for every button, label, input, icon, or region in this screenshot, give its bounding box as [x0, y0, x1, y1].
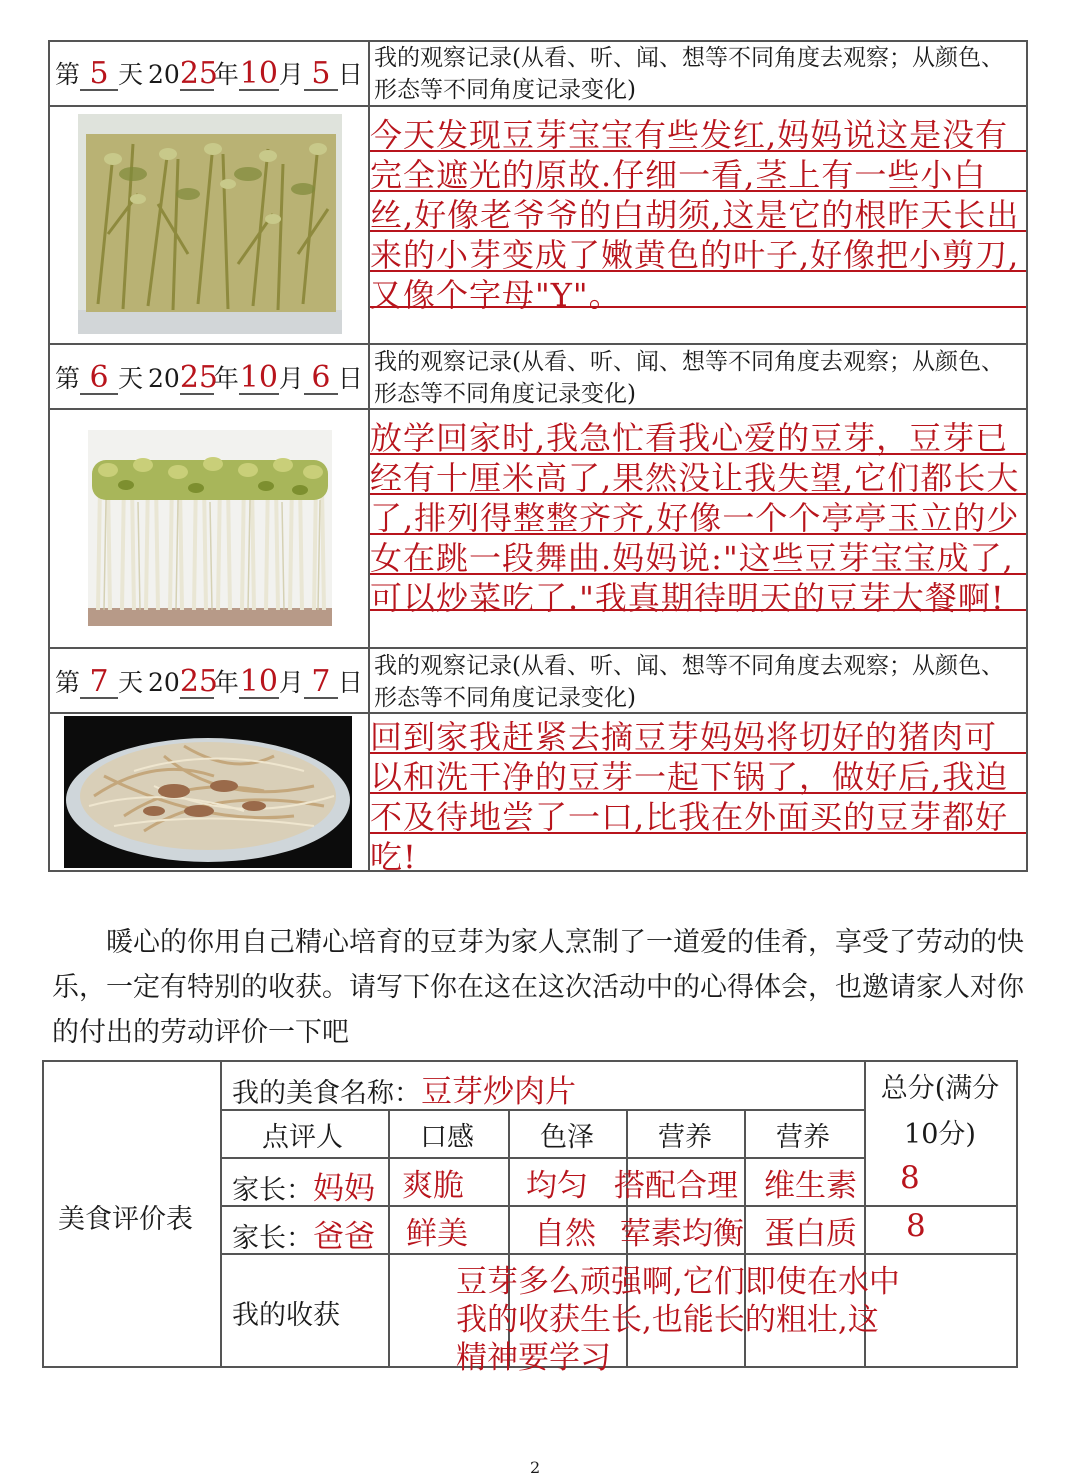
table-border: [42, 1060, 44, 1367]
photo-bean-sprouts-in-tray: [78, 114, 342, 334]
reflection-instructions: 暖心的你用自己精心培育的豆芽为家人烹制了一道爱的佳肴，享受了劳动的快乐，一定有特别的收获。请写下你在这在这次活动中的心得体会，也邀请家人对你的付出的劳动评价一下吧: [52, 927, 1024, 1048]
column-header-reviewer: 点评人: [262, 1122, 343, 1153]
observation-prompt: 我的观察记录(从看、听、闻、想等不同角度去观察；从颜色、形态等不同角度记录变化): [374, 349, 1004, 407]
table-border: [388, 1109, 390, 1367]
reviewer-cell: 家长：妈妈: [232, 1171, 375, 1207]
color-cell: 自然: [534, 1216, 596, 1252]
table-border: [48, 40, 50, 872]
ruled-line: [370, 493, 1026, 495]
observation-entry: 今天发现豆芽宝宝有些发红,妈妈说这是没有完全遮光的原故.仔细一看,茎上有一些小白丝,好像老爷爷的白胡须,这是它的根昨天长出来的小芽变成了嫩黄色的叶子,好像把小剪刀,又像个字母"Y"。: [370, 116, 1020, 314]
day-header: 第 5 天 2025年10月 5 日: [55, 56, 363, 91]
ruled-line: [370, 270, 1026, 272]
dish-name-row: 我的美食名称：豆芽炒肉片: [232, 1074, 576, 1110]
rating-table-title: 美食评价表: [58, 1204, 193, 1235]
harvest-line: 我的收获生长,也能长的粗壮,这: [456, 1302, 879, 1338]
table-border: [1026, 40, 1028, 872]
ruled-line: [370, 832, 1026, 834]
reviewer-cell: 家长：爸爸: [232, 1219, 375, 1255]
page-number: 2: [530, 1458, 541, 1477]
table-border: [48, 343, 1028, 345]
table-border: [220, 1060, 222, 1367]
day-header: 第 6 天 2025年10月 6 日: [55, 360, 363, 395]
ruled-line: [370, 533, 1026, 535]
column-header-color: 色泽: [540, 1122, 594, 1153]
harvest-label: 我的收获: [232, 1300, 340, 1331]
dish-name: 豆芽炒肉片: [421, 1074, 576, 1110]
harvest-line: 豆芽多么顽强啊,它们即使在水中: [456, 1264, 900, 1300]
harvest-line: 精神要学习: [456, 1340, 611, 1376]
ruled-line: [370, 752, 1026, 754]
observation-prompt: 我的观察记录(从看、听、闻、想等不同角度去观察；从颜色、形态等不同角度记录变化): [374, 653, 1004, 711]
observation-prompt: 我的观察记录(从看、听、闻、想等不同角度去观察；从颜色、形态等不同角度记录变化): [374, 45, 1004, 103]
table-border: [42, 1060, 1018, 1062]
column-header-nutrition: 营养: [658, 1122, 712, 1153]
observation-entry: 回到家我赶紧去摘豆芽妈妈将切好的猪肉可以和洗干净的豆芽一起下锅了，做好后,我迫不及待地尝了一口,比我在外面买的豆芽都好吃!: [370, 718, 1009, 876]
ruled-line: [370, 230, 1026, 232]
photo-stir-fried-bean-sprouts-plate: [64, 716, 352, 868]
color-cell: 均匀: [526, 1168, 588, 1204]
table-border: [48, 647, 1028, 649]
column-header-nutrition: 营养: [776, 1122, 830, 1153]
taste-cell: 鲜美: [406, 1216, 468, 1252]
ruled-line: [370, 792, 1026, 794]
table-border: [220, 1157, 864, 1159]
score-cell: 8: [906, 1208, 926, 1244]
day-header: 第 7 天 2025年10月 7 日: [55, 664, 363, 699]
nutrition-cell: 蛋白质: [764, 1216, 857, 1252]
total-score-header: 总分(满分10分): [880, 1073, 1000, 1150]
observation-entry: 放学回家时,我急忙看我心爱的豆芽，豆芽已经有十厘米高了,果然没让我失望,它们都长大了,排列得整整齐齐,好像一个个亭亭玉立的少女在跳一段舞曲.妈妈说:"这些豆芽宝宝成了,可以炒菜吃了."我真期待明天的豆芽大餐啊!: [370, 419, 1020, 617]
ruled-line: [370, 150, 1026, 152]
taste-cell: 爽脆: [402, 1168, 464, 1204]
ruled-line: [370, 573, 1026, 575]
nutrition-cell: 维生素: [764, 1168, 857, 1204]
score-cell: 8: [900, 1160, 920, 1196]
table-border: [1016, 1060, 1018, 1367]
column-header-taste: 口感: [420, 1122, 474, 1153]
ruled-line: [370, 190, 1026, 192]
photo-tall-bean-sprouts: [88, 430, 332, 626]
ruled-line: [370, 609, 1026, 611]
ruled-line: [370, 306, 1026, 308]
ruled-line: [370, 453, 1026, 455]
nutrition-cell: 搭配合理: [614, 1168, 738, 1204]
nutrition-cell: 荤素均衡: [620, 1216, 744, 1252]
